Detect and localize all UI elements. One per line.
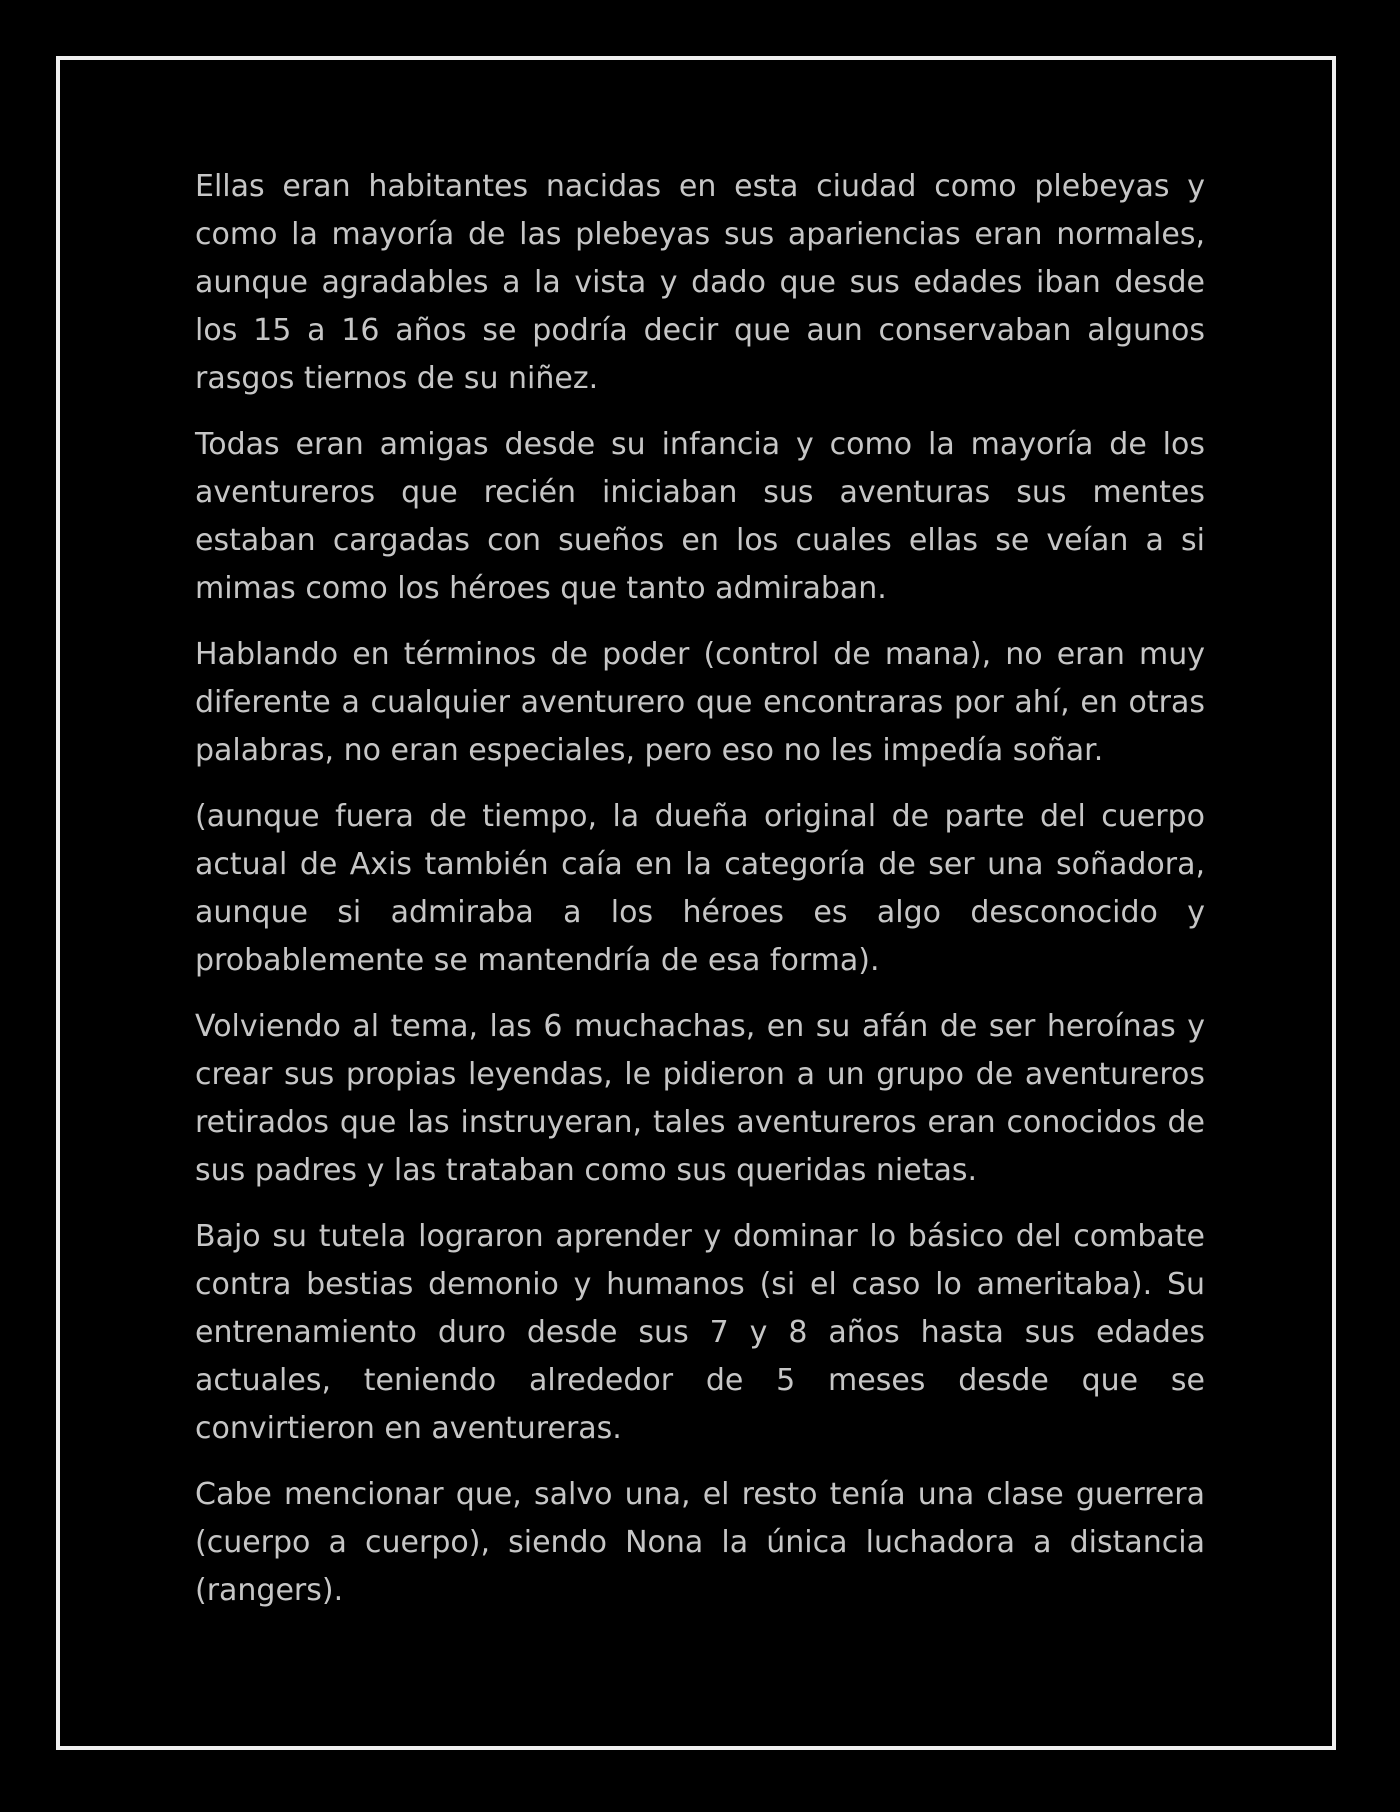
paragraph-5: Volviendo al tema, las 6 muchachas, en su afán de ser heroínas y crear sus propias leyendas, le pidieron a un grupo de aventureros retirados que las instruyeran, tales aventureros eran conocidos de sus padres y las trataban como sus queridas nietas. bbox=[195, 1009, 1205, 1188]
paragraph-4: (aunque fuera de tiempo, la dueña original de parte del cuerpo actual de Axis también caía en la categoría de ser una soñadora, aunque si admiraba a los héroes es algo desconocido y probablemente se mantendría de esa forma). bbox=[195, 799, 1205, 978]
paragraph-6: Bajo su tutela lograron aprender y dominar lo básico del combate contra bestias demonio y humanos (si el caso lo ameritaba). Su entrenamiento duro desde sus 7 y 8 años hasta sus edades actuales, teniendo alrededor de 5 meses desde que se convirtieron en aventureras. bbox=[195, 1219, 1205, 1446]
paragraph-7: Cabe mencionar que, salvo una, el resto tenía una clase guerrera (cuerpo a cuerpo), siendo Nona la única luchadora a distancia (rangers). bbox=[195, 1477, 1205, 1608]
document-body bbox=[195, 163, 1205, 1633]
paragraph-2: Todas eran amigas desde su infancia y como la mayoría de los aventureros que recién iniciaban sus aventuras sus mentes estaban cargadas con sueños en los cuales ellas se veían a si mimas como los héroes que tanto admiraban. bbox=[195, 427, 1205, 606]
paragraph-1: Ellas eran habitantes nacidas en esta ciudad como plebeyas y como la mayoría de las plebeyas sus apariencias eran normales, aunque agradables a la vista y dado que sus edades iban desde los 15 a 16 años se podría decir que aun conservaban algunos rasgos tiernos de su niñez. bbox=[195, 169, 1205, 396]
paragraph-3: Hablando en términos de poder (control de mana), no eran muy diferente a cualquier aventurero que encontraras por ahí, en otras palabras, no eran especiales, pero eso no les impedía soñar. bbox=[195, 637, 1205, 768]
